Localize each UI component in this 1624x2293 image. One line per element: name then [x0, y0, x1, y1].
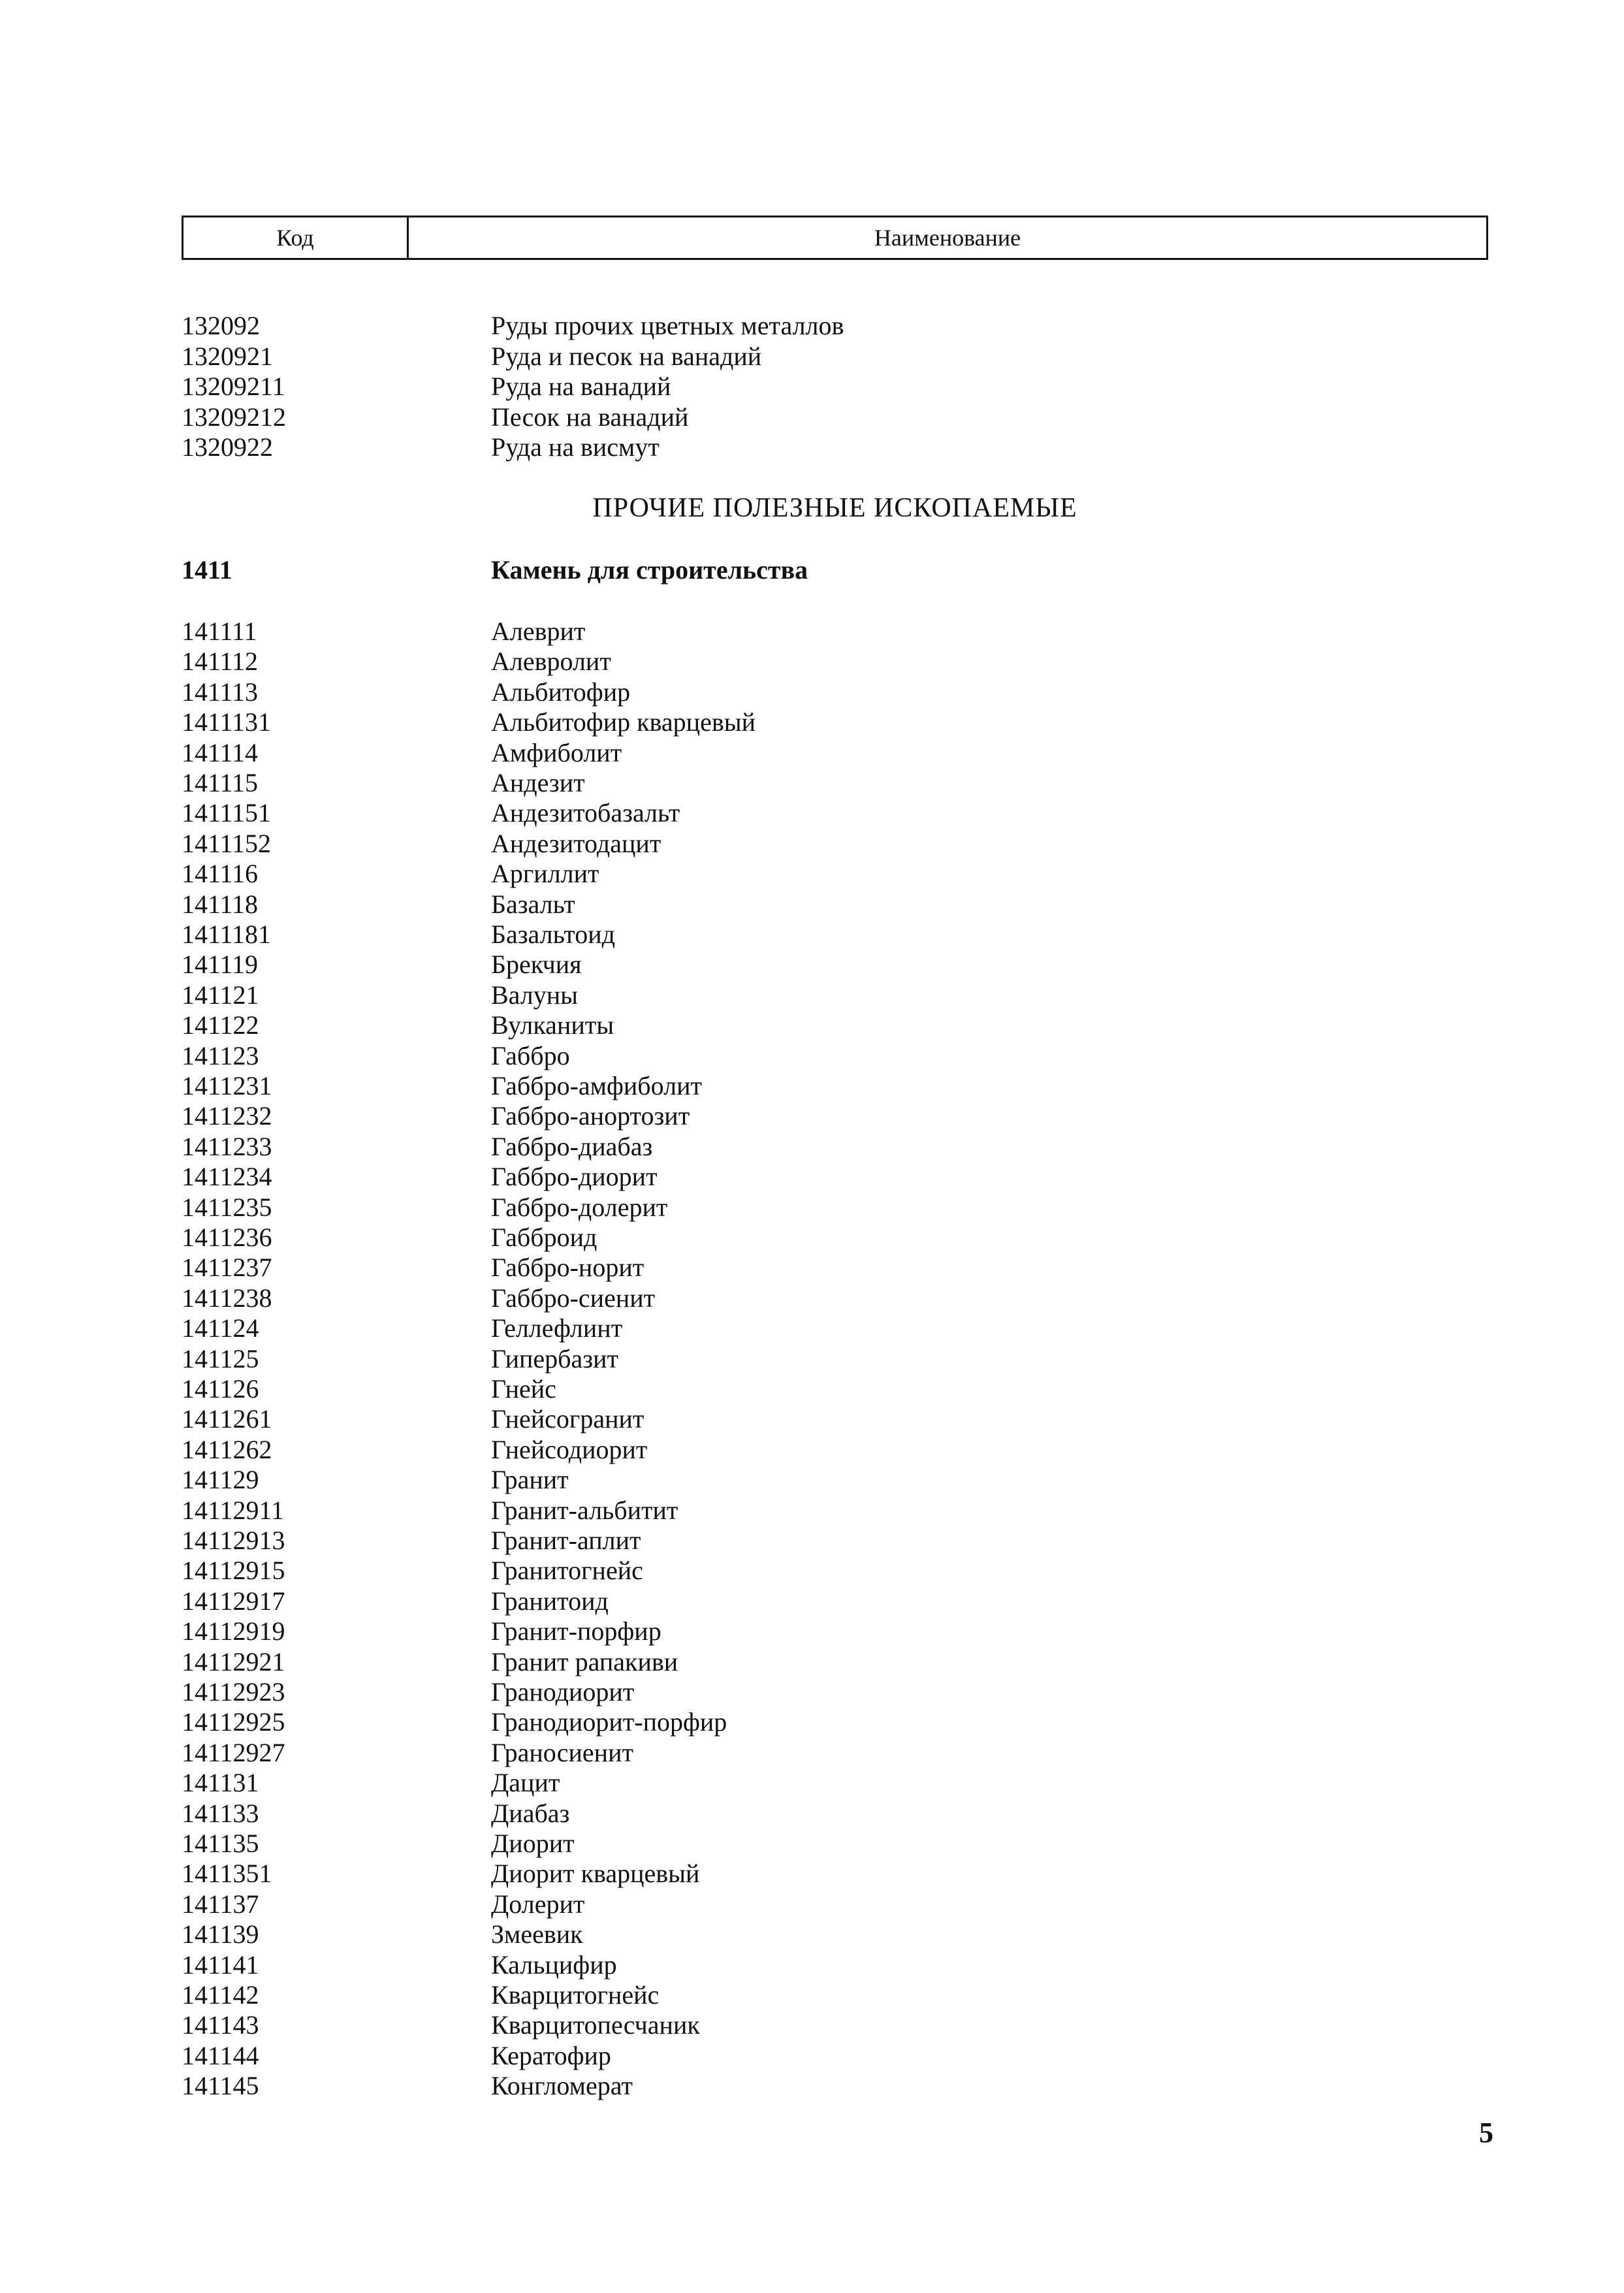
row-code: 141113: [182, 677, 259, 707]
row-code: 141143: [182, 2010, 259, 2040]
row-code: 1411231: [182, 1071, 272, 1100]
row-name: Андезитобазальт: [491, 798, 680, 828]
row-code: 1411233: [182, 1131, 272, 1161]
row-code: 141131: [182, 1768, 259, 1798]
row-name: Руда на ванадий: [491, 372, 671, 401]
row-code: 141121: [182, 980, 259, 1010]
row-code: 1411237: [182, 1253, 272, 1283]
row-code: 1320922: [182, 432, 273, 462]
table-header: [182, 216, 1488, 260]
row-name: Кальцифир: [491, 1949, 617, 1980]
row-name: Габбро-долерит: [491, 1192, 668, 1222]
row-code: 141126: [182, 1374, 259, 1403]
row-code: 141114: [182, 737, 259, 767]
row-code: 141129: [182, 1465, 259, 1495]
row-name: Габбро-анортозит: [491, 1101, 690, 1131]
row-name: Андезит: [491, 768, 585, 797]
row-name: Кератофир: [491, 2040, 611, 2070]
row-name: Долерит: [491, 1889, 585, 1919]
row-code: 132092: [182, 311, 260, 340]
row-code: 1411261: [182, 1404, 272, 1434]
row-code: 14112917: [182, 1586, 285, 1616]
row-code: 141125: [182, 1343, 259, 1373]
row-code: 141137: [182, 1889, 259, 1919]
row-name: Базальт: [491, 889, 575, 919]
row-name: Габбро: [491, 1040, 570, 1070]
row-code: 1411238: [182, 1283, 272, 1313]
row-code: 14112913: [182, 1526, 285, 1555]
row-name: Габбро-диабаз: [491, 1131, 653, 1161]
row-name: Гранитогнейс: [491, 1556, 643, 1586]
row-code: 13209211: [182, 372, 285, 401]
row-name: Гранит-альбитит: [491, 1495, 678, 1525]
row-code: 141141: [182, 1949, 259, 1980]
row-code: 1411181: [182, 920, 272, 949]
row-code: 13209212: [182, 402, 286, 432]
row-code: 1411131: [182, 707, 272, 737]
row-name: Габбро-амфиболит: [491, 1071, 702, 1100]
row-name: Гнейсодиорит: [491, 1434, 648, 1464]
row-name: Кварцитопесчаник: [491, 2010, 700, 2040]
row-name: Дацит: [491, 1768, 560, 1798]
row-code: 141124: [182, 1313, 259, 1343]
row-name: Валуны: [491, 980, 579, 1010]
row-code: 1411152: [182, 828, 272, 858]
row-name: Алеврит: [491, 617, 586, 646]
row-name: Альбитофир кварцевый: [491, 707, 756, 737]
row-code: 141139: [182, 1919, 259, 1949]
row-name: Гнейсогранит: [491, 1404, 645, 1434]
row-code: 141142: [182, 1980, 259, 2010]
row-name: Гранит рапакиви: [491, 1646, 678, 1676]
row-name: Диорит кварцевый: [491, 1859, 700, 1889]
section-title: ПРОЧИЕ ПОЛЕЗНЫЕ ИСКОПАЕМЫЕ: [592, 493, 1077, 523]
header-code-label: Код: [183, 217, 409, 258]
row-code: 1320921: [182, 341, 273, 371]
row-name: Амфиболит: [491, 737, 622, 767]
row-name: Габбро-диорит: [491, 1162, 658, 1192]
row-name: Андезитодацит: [491, 828, 661, 858]
row-name: Аргиллит: [491, 859, 599, 889]
row-name: Конгломерат: [491, 2071, 633, 2101]
subsection-code: 1411: [182, 555, 232, 585]
row-code: 141116: [182, 859, 259, 889]
row-name: Гранодиорит-порфир: [491, 1707, 727, 1737]
row-code: 1411235: [182, 1192, 272, 1222]
row-code: 141133: [182, 1798, 259, 1828]
row-name: Геллефлинт: [491, 1313, 623, 1343]
row-code: 141144: [182, 2040, 259, 2070]
row-code: 141123: [182, 1040, 259, 1070]
row-name: Гнейс: [491, 1374, 556, 1403]
row-code: 141111: [182, 617, 257, 646]
row-code: 14112921: [182, 1646, 285, 1676]
row-code: 141119: [182, 950, 259, 980]
row-name: Руды прочих цветных металлов: [491, 311, 844, 340]
row-code: 141122: [182, 1010, 259, 1040]
row-code: 1411232: [182, 1101, 272, 1131]
row-name: Габбро-сиенит: [491, 1283, 656, 1313]
row-code: 141112: [182, 647, 259, 677]
row-code: 14112925: [182, 1707, 285, 1737]
row-name: Вулканиты: [491, 1010, 614, 1040]
row-code: 1411234: [182, 1162, 272, 1192]
row-name: Змеевик: [491, 1919, 583, 1949]
row-name: Гранит-аплит: [491, 1526, 641, 1555]
row-name: Гранитоид: [491, 1586, 609, 1616]
page-number: 5: [1479, 2117, 1493, 2149]
row-code: 14112923: [182, 1677, 285, 1707]
header-name-label: Наименование: [874, 225, 1021, 251]
row-code: 1411236: [182, 1223, 272, 1252]
row-code: 141135: [182, 1829, 259, 1858]
row-code: 141115: [182, 768, 259, 797]
row-code: 14112927: [182, 1737, 285, 1767]
row-name: Граносиенит: [491, 1737, 633, 1767]
row-code: 14112915: [182, 1556, 285, 1586]
row-name: Альбитофир: [491, 677, 631, 707]
row-name: Диорит: [491, 1829, 575, 1858]
row-code: 1411351: [182, 1859, 272, 1889]
row-name: Габбро-норит: [491, 1253, 645, 1283]
row-name: Алевролит: [491, 647, 611, 677]
row-name: Руда на висмут: [491, 432, 660, 462]
subsection-name: Камень для строительства: [491, 555, 808, 585]
row-code: 14112919: [182, 1616, 285, 1646]
row-code: 1411151: [182, 798, 272, 828]
row-code: 1411262: [182, 1434, 272, 1464]
row-code: 14112911: [182, 1495, 285, 1525]
row-code: 141118: [182, 889, 259, 919]
row-name: Гранодиорит: [491, 1677, 635, 1707]
row-name: Гипербазит: [491, 1343, 618, 1373]
row-code: 141145: [182, 2071, 259, 2101]
row-name: Диабаз: [491, 1798, 570, 1828]
row-name: Гранит: [491, 1465, 569, 1495]
row-name: Брекчия: [491, 950, 582, 980]
row-name: Гранит-порфир: [491, 1616, 661, 1646]
row-name: Габброид: [491, 1223, 597, 1252]
row-name: Кварцитогнейс: [491, 1980, 660, 2010]
row-name: Руда и песок на ванадий: [491, 341, 762, 371]
row-name: Песок на ванадий: [491, 402, 689, 432]
row-name: Базальтоид: [491, 920, 616, 949]
